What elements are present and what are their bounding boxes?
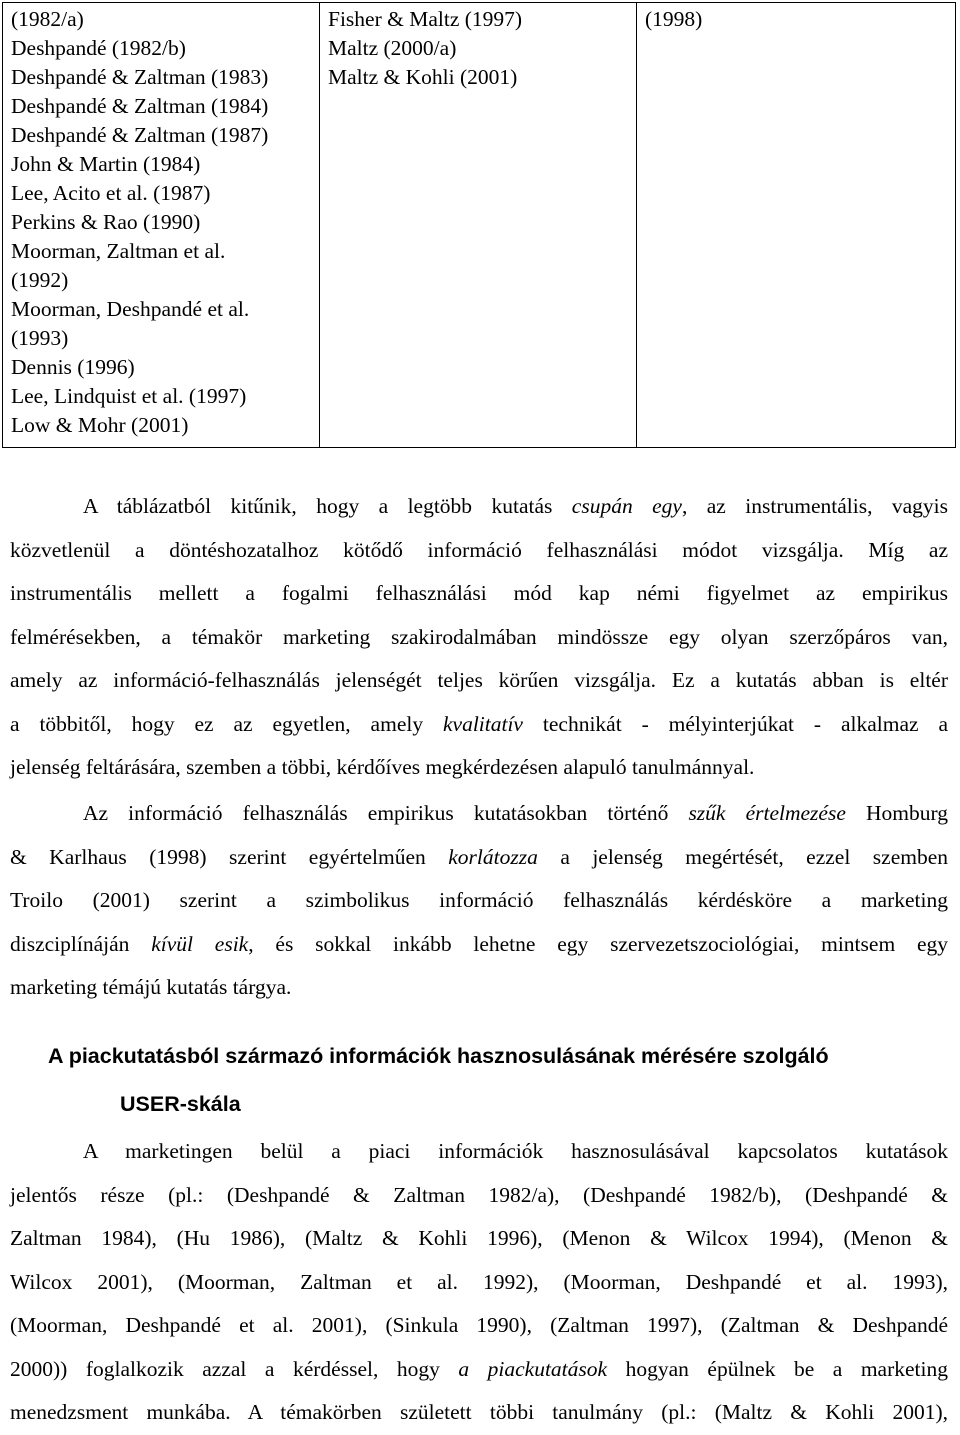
paragraph-1: [10, 485, 948, 790]
text-line: [10, 836, 948, 880]
text-line: Wilcox 2001), (Moorman, Zaltman et al. 1992), (Moorman, Deshpandé et al. 1993),: [10, 1269, 948, 1294]
table-cell-col3: [637, 3, 956, 448]
italic-run: a piackutatások: [458, 1356, 608, 1381]
text-line: [10, 703, 948, 747]
text-run: , az instrumentális, vagyis: [681, 494, 949, 518]
ref-item: Low & Mohr (2001): [11, 413, 189, 437]
ref-item: John & Martin (1984): [11, 152, 201, 176]
text-line: közvetlenül a döntéshozatalhoz kötődő információ felhasználási módot vizsgálja. Míg az: [10, 537, 948, 562]
text-run: Az információ felhasználás empirikus kutatásokban történő: [83, 801, 689, 825]
text-run: a többitől, hogy ez az egyetlen, amely: [10, 711, 443, 736]
italic-run: csupán egy: [571, 494, 682, 518]
ref-item: Moorman, Zaltman et al.: [11, 239, 226, 263]
ref-item: Deshpandé & Zaltman (1987): [11, 123, 269, 147]
heading-line-1: A piackutatásból származó információk hasznosulásának mérésére szolgáló: [48, 1044, 829, 1068]
text-run: a jelenség megértését, ezzel szemben: [537, 844, 948, 869]
text-line: [10, 485, 948, 529]
text-line: amely az információ-felhasználás jelenségét teljes körűen vizsgálja. Ez a kutatás abban is eltér: [10, 668, 948, 692]
text-line: Zaltman 1984), (Hu 1986), (Maltz & Kohli 1996), (Menon & Wilcox 1994), (Menon &: [10, 1226, 948, 1250]
ref-item: (1993): [11, 326, 69, 350]
text-line: felmérésekben, a témakör marketing szakirodalmában mindössze egy olyan szerzőpáros van,: [10, 624, 948, 649]
ref-item: Deshpandé (1982/b): [11, 36, 186, 60]
ref-item: Maltz & Kohli (2001): [328, 65, 518, 89]
ref-item: Fisher & Maltz (1997): [328, 7, 523, 31]
ref-item: (1992): [11, 268, 69, 292]
table-cell-col1: [3, 3, 320, 448]
paragraph-3: [10, 1130, 948, 1435]
text-run: A táblázatból kitűnik, hogy a legtöbb kutatás: [83, 494, 572, 518]
ref-item: Dennis (1996): [11, 355, 135, 379]
text-run: 2000)) foglalkozik azzal a kérdéssel, hogy: [10, 1356, 459, 1381]
section-heading: [48, 1032, 953, 1128]
text-run: technikát - mélyinterjúkat - alkalmaz a: [522, 711, 948, 736]
text-run: & Karlhaus (1998) szerint egyértelműen: [10, 844, 449, 869]
text-run: , és sokkal inkább lehetne egy szervezetszociológiai, mintsem egy: [248, 931, 949, 956]
ref-item: Maltz (2000/a): [328, 36, 457, 60]
text-line: (Moorman, Deshpandé et al. 2001), (Sinkula 1990), (Zaltman 1997), (Zaltman & Deshpandé: [10, 1313, 948, 1337]
paragraph-2: [10, 792, 948, 1010]
ref-item: Perkins & Rao (1990): [11, 210, 201, 234]
ref-item: Moorman, Deshpandé et al.: [11, 297, 250, 321]
text-line: Troilo (2001) szerint a szimbolikus információ felhasználás kérdésköre a marketing: [10, 888, 948, 912]
text-line: menedzsment munkába. A témakörben született többi tanulmány (pl.: (Maltz & Kohli 2001),: [10, 1400, 948, 1424]
italic-run: kvalitatív: [442, 711, 523, 736]
italic-run: szűk értelmezése: [688, 801, 846, 825]
text-line: [10, 923, 948, 967]
ref-item: Lee, Acito et al. (1987): [11, 181, 211, 205]
italic-run: korlátozza: [448, 844, 538, 869]
ref-item: (1982/a): [11, 7, 84, 31]
heading-line-2: USER-skála: [120, 1092, 241, 1116]
ref-item: (1998): [645, 7, 703, 31]
reference-table: [2, 2, 956, 448]
text-run: diszciplínáján: [10, 931, 152, 956]
text-line: marketing témájú kutatás tárgya.: [10, 975, 292, 999]
text-line: A marketingen belül a piaci információk hasznosulásával kapcsolatos kutatások: [83, 1139, 948, 1163]
text-line: instrumentális mellett a fogalmi felhasználási mód kap némi figyelmet az empirikus: [10, 581, 948, 605]
text-run: Homburg: [845, 801, 948, 825]
text-line: [10, 1348, 948, 1392]
table-cell-col2: [320, 3, 637, 448]
italic-run: kívül esik: [151, 931, 249, 956]
text-line: jelenség feltárására, szemben a többi, kérdőíves megkérdezésen alapuló tanulmánnyal.: [10, 755, 755, 779]
ref-item: Deshpandé & Zaltman (1984): [11, 94, 269, 118]
text-line: [10, 792, 948, 836]
ref-item: Lee, Lindquist et al. (1997): [11, 384, 247, 408]
ref-item: Deshpandé & Zaltman (1983): [11, 65, 269, 89]
text-run: hogyan épülnek be a marketing: [607, 1356, 949, 1381]
text-line: jelentős része (pl.: (Deshpandé & Zaltman 1982/a), (Deshpandé 1982/b), (Deshpandé &: [10, 1182, 948, 1207]
table-row: [3, 3, 956, 448]
